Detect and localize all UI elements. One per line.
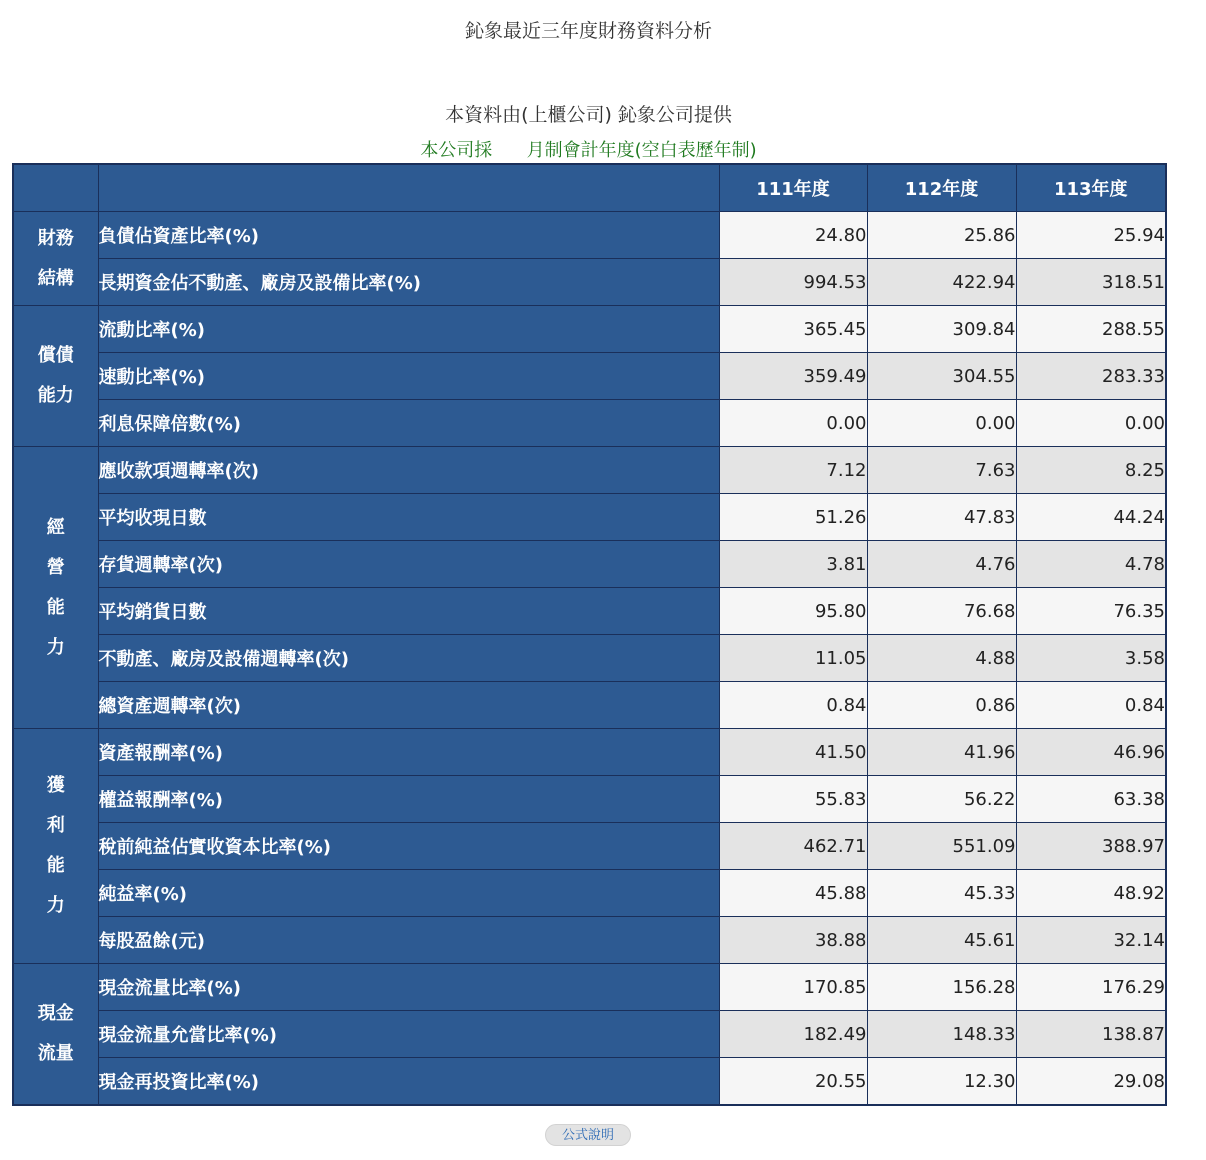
metric-value: 47.83 [867, 494, 1016, 541]
metric-value: 7.63 [867, 447, 1016, 494]
metric-label: 利息保障倍數(%) [98, 400, 719, 447]
table-row [13, 306, 1166, 353]
table-row [13, 400, 1166, 447]
table-row [13, 353, 1166, 400]
metric-value: 0.00 [867, 400, 1016, 447]
metric-value: 0.00 [1016, 400, 1166, 447]
metric-label: 現金流量允當比率(%) [98, 1011, 719, 1058]
metric-label: 每股盈餘(元) [98, 917, 719, 964]
metric-value: 76.35 [1016, 588, 1166, 635]
metric-label: 負債佔資產比率(%) [98, 212, 719, 259]
metric-value: 44.24 [1016, 494, 1166, 541]
metric-value: 365.45 [719, 306, 867, 353]
metric-value: 95.80 [719, 588, 867, 635]
metric-label: 存貨週轉率(次) [98, 541, 719, 588]
metric-value: 45.33 [867, 870, 1016, 917]
metric-value: 288.55 [1016, 306, 1166, 353]
metric-value: 0.00 [719, 400, 867, 447]
category-cell: 獲 利 能 力 [13, 729, 98, 964]
table-row [13, 588, 1166, 635]
table-row [13, 1011, 1166, 1058]
metric-value: 994.53 [719, 259, 867, 306]
metric-label: 資產報酬率(%) [98, 729, 719, 776]
fiscal-year-note: 本公司採 月制會計年度(空白表歷年制) [420, 140, 757, 161]
metric-value: 551.09 [867, 823, 1016, 870]
provider-note: 本資料由(上櫃公司) 鈊象公司提供 [445, 104, 732, 126]
table-row [13, 212, 1166, 259]
metric-value: 148.33 [867, 1011, 1016, 1058]
metric-label: 稅前純益佔實收資本比率(%) [98, 823, 719, 870]
table-row [13, 776, 1166, 823]
metric-label: 現金再投資比率(%) [98, 1058, 719, 1106]
table-row [13, 823, 1166, 870]
metric-value: 462.71 [719, 823, 867, 870]
metric-value: 388.97 [1016, 823, 1166, 870]
table-row [13, 259, 1166, 306]
metric-value: 0.84 [719, 682, 867, 729]
table-row [13, 494, 1166, 541]
metric-value: 45.88 [719, 870, 867, 917]
metric-value: 182.49 [719, 1011, 867, 1058]
metric-value: 76.68 [867, 588, 1016, 635]
category-cell: 財務 結構 [13, 212, 98, 306]
metric-value: 422.94 [867, 259, 1016, 306]
metric-label: 平均銷貨日數 [98, 588, 719, 635]
table-row [13, 870, 1166, 917]
metric-value: 8.25 [1016, 447, 1166, 494]
metric-value: 63.38 [1016, 776, 1166, 823]
metric-label: 純益率(%) [98, 870, 719, 917]
metric-value: 3.58 [1016, 635, 1166, 682]
header-blank-category [13, 164, 98, 212]
metric-value: 4.76 [867, 541, 1016, 588]
metric-value: 318.51 [1016, 259, 1166, 306]
metric-value: 32.14 [1016, 917, 1166, 964]
metric-value: 41.50 [719, 729, 867, 776]
metric-label: 流動比率(%) [98, 306, 719, 353]
metric-value: 20.55 [719, 1058, 867, 1106]
table-row [13, 635, 1166, 682]
metric-value: 51.26 [719, 494, 867, 541]
metric-label: 長期資金佔不動產、廠房及設備比率(%) [98, 259, 719, 306]
column-header: 111年度 [719, 164, 867, 212]
metric-value: 170.85 [719, 964, 867, 1011]
table-row [13, 964, 1166, 1011]
metric-label: 平均收現日數 [98, 494, 719, 541]
table-body [13, 212, 1166, 1106]
metric-value: 46.96 [1016, 729, 1166, 776]
metric-value: 29.08 [1016, 1058, 1166, 1106]
metric-value: 283.33 [1016, 353, 1166, 400]
metric-value: 359.49 [719, 353, 867, 400]
header-blank-item [98, 164, 719, 212]
metric-value: 45.61 [867, 917, 1016, 964]
page-title: 鈊象最近三年度財務資料分析 [464, 20, 712, 42]
metric-value: 25.94 [1016, 212, 1166, 259]
column-header: 112年度 [867, 164, 1016, 212]
metric-value: 38.88 [719, 917, 867, 964]
metric-value: 176.29 [1016, 964, 1166, 1011]
metric-value: 0.84 [1016, 682, 1166, 729]
metric-label: 權益報酬率(%) [98, 776, 719, 823]
metric-label: 現金流量比率(%) [98, 964, 719, 1011]
metric-value: 24.80 [719, 212, 867, 259]
category-cell: 經 營 能 力 [13, 447, 98, 729]
formula-explanation-button[interactable]: 公式說明 [545, 1124, 631, 1146]
metric-value: 55.83 [719, 776, 867, 823]
category-cell: 償債 能力 [13, 306, 98, 447]
metric-value: 7.12 [719, 447, 867, 494]
metric-value: 25.86 [867, 212, 1016, 259]
column-header: 113年度 [1016, 164, 1166, 212]
metric-value: 156.28 [867, 964, 1016, 1011]
category-cell: 現金 流量 [13, 964, 98, 1106]
metric-value: 11.05 [719, 635, 867, 682]
metric-value: 12.30 [867, 1058, 1016, 1106]
table-header-row [13, 164, 1166, 212]
metric-value: 4.78 [1016, 541, 1166, 588]
metric-value: 304.55 [867, 353, 1016, 400]
metric-value: 309.84 [867, 306, 1016, 353]
table-row [13, 729, 1166, 776]
metric-label: 不動產、廠房及設備週轉率(次) [98, 635, 719, 682]
metric-label: 總資產週轉率(次) [98, 682, 719, 729]
table-row [13, 541, 1166, 588]
table-row [13, 1058, 1166, 1106]
metric-value: 56.22 [867, 776, 1016, 823]
financial-analysis-table [12, 163, 1167, 1106]
metric-value: 3.81 [719, 541, 867, 588]
table-row [13, 917, 1166, 964]
table-row [13, 682, 1166, 729]
table-row [13, 447, 1166, 494]
metric-value: 48.92 [1016, 870, 1166, 917]
metric-label: 應收款項週轉率(次) [98, 447, 719, 494]
metric-value: 4.88 [867, 635, 1016, 682]
metric-value: 138.87 [1016, 1011, 1166, 1058]
metric-value: 0.86 [867, 682, 1016, 729]
metric-value: 41.96 [867, 729, 1016, 776]
metric-label: 速動比率(%) [98, 353, 719, 400]
